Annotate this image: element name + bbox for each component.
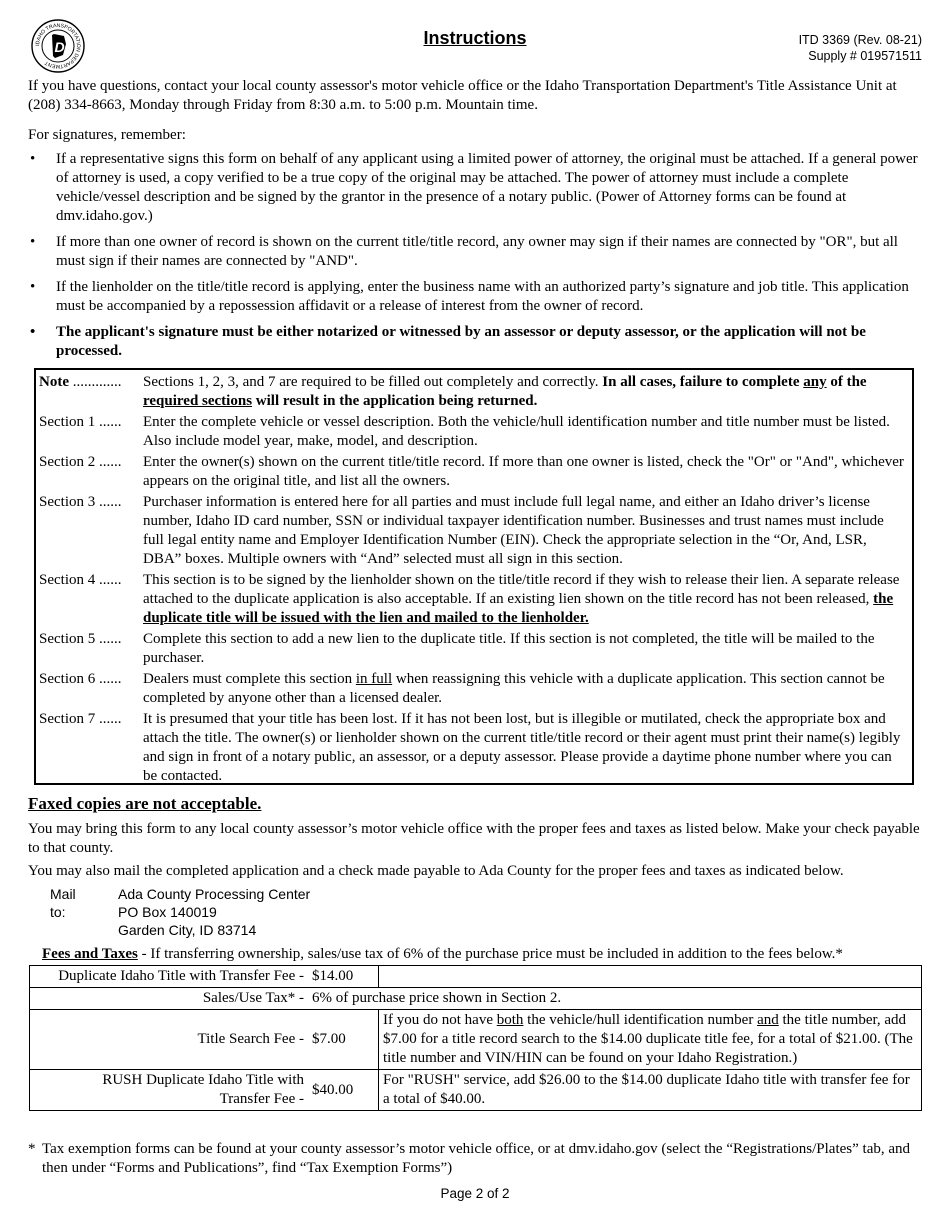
list-item-bold: • The applicant's signature must be either notarized or witnessed by an assessor or deputy assessor, or the application will not be processed. (30, 324, 866, 359)
address-line: Ada County Processing Center (118, 886, 311, 902)
address-line: Garden City, ID 83714 (118, 922, 257, 938)
section-row: Section 7 ...... It is presumed that your title has been lost. If it has not been lost, but is illegible or mutilated, check the appropriate box and attach the title. The owner(s) or lienholder shown on the current title/title record or their agent must print their name(s) legibly and sign in front of a notary public, an assessor, or a deputy assessor. Please provide a daytime phone number where you can be contacted. (39, 711, 901, 784)
section-row: Section 2 ...... Enter the owner(s) shown on the current title/title record. If more than one owner is listed, check the "Or" or "And", whichever appears on the original title, and list all the owners. (39, 454, 904, 489)
list-item: • If more than one owner of record is shown on the current title/title record, any owner may sign if their names are connected by "OR", but all must sign if their names are connected by "AND". (30, 234, 898, 269)
supply-number: Supply # 019571511 (808, 49, 922, 63)
bullet-icon: • (30, 324, 36, 340)
signatures-heading: For signatures, remember: (28, 127, 186, 143)
mail-paragraph: You may also mail the completed application and a check made payable to Ada County for the proper fees and taxes as indicated below. (28, 863, 844, 879)
section-row: Section 6 ...... Dealers must complete this section in full when reassigning this vehicle with a duplicate application. This section cannot be completed by anyone other than a licensed dealer. (39, 671, 885, 706)
seal-text: IDAHO TRANSPORTATION DEPARTMENT (34, 22, 82, 70)
list-item: • If the lienholder on the title/title record is applying, enter the business name with an authorized party’s signature and job title. This application must be accompanied by a repossession affidavit or a release of interest from the owner of record. (30, 279, 909, 314)
mail-to-label: Mail to: (50, 886, 76, 920)
table-row: Title Search Fee - $7.00 If you do not have both the vehicle/hull identification number and the title number, add $7.00 for a title record search to the $14.00 duplicate title fee, for a total of $21.00. (The title number and VIN/HIN can be found on your Idaho Registration.) (30, 1010, 922, 1070)
sections-box (34, 368, 914, 785)
page-title: Instructions (423, 28, 527, 48)
section-row: Section 1 ...... Enter the complete vehicle or vessel description. Both the vehicle/hull identification number and title number must be listed. Also include model year, make, model, and description. (39, 414, 890, 449)
section-row: Section 5 ...... Complete this section to add a new lien to the duplicate title. If this section is not completed, the title will be mailed to the purchaser. (39, 631, 875, 666)
form-number: ITD 3369 (Rev. 08-21) (798, 33, 922, 47)
note-row: Note ............. Sections 1, 2, 3, and 7 are required to be filled out completely and correctly. In all cases, failure to complete any of the required sections will result in the application being returned. (39, 374, 867, 409)
svg-text:D: D (54, 39, 65, 55)
fees-heading: Fees and Taxes - If transferring ownership, sales/use tax of 6% of the purchase price must be included in addition to the fees below.* (42, 946, 843, 962)
form-identifier (799, 32, 922, 64)
tax-exemption-note: * Tax exemption forms can be found at your county assessor’s motor vehicle office, or at dmv.idaho.gov (select the “Registrations/Plates” tab, and then under “Forms and Publications”, find “Tax Exemption Forms”) (28, 1141, 911, 1176)
fees-table (29, 965, 922, 1111)
section-row: Section 3 ...... Purchaser information is entered here for all parties and must include full legal name, and either an Idaho driver’s license number, Idaho ID card number, SSN or individual taxpayer identification number. Businesses and trust names must include full legal entity name and Employer Identification Number (EIN). Check the appropriate selection in the “Or, And, LSR, DBA” boxes. Multiple owners with “And” selected must all sign in this section. (39, 494, 884, 567)
table-row: Duplicate Idaho Title with Transfer Fee - $14.00 (30, 966, 922, 988)
bring-paragraph: You may bring this form to any local county assessor’s motor vehicle office with the proper fees and taxes as listed below. Make your check payable to that county. (28, 821, 920, 856)
bullet-icon: • (30, 279, 36, 295)
table-row: RUSH Duplicate Idaho Title with Transfer Fee - $40.00 For "RUSH" service, add $26.00 to the $14.00 duplicate Idaho title with transfer fee for a total of $40.00. (30, 1070, 922, 1111)
address-line: PO Box 140019 (118, 904, 217, 920)
bullet-icon: • (30, 234, 36, 250)
table-row: Sales/Use Tax* - 6% of purchase price shown in Section 2. (30, 988, 922, 1010)
list-item: • If a representative signs this form on behalf of any applicant using a limited power of attorney, the original must be attached. If a general power of attorney is used, a copy verified to be a true copy of the original may be attached. The power of attorney must include a complete vehicle/vessel description and be signed by the grantor in the presence of a notary public. (Power of Attorney forms can be found at dmv.idaho.gov.) (30, 151, 918, 224)
bullet-icon: • (30, 151, 36, 167)
section-row: Section 4 ...... This section is to be signed by the lienholder shown on the title/title record if they wish to release their lien. A separate release attached to the duplicate application is also acceptable. If an existing lien shown on the title record has not been released, the duplicate title will be issued with the lien and mailed to the lienholder. (39, 572, 900, 626)
page-number: Page 2 of 2 (440, 1186, 510, 1201)
faxed-warning: Faxed copies are not acceptable. (28, 794, 262, 813)
signature-rules-list (28, 150, 922, 368)
intro-paragraph: If you have questions, contact your local county assessor's motor vehicle office or the Idaho Transportation Department's Title Assistance Unit at (208) 334-8663, Monday through Friday from 8:30 a.m. to 5:00 p.m. Mountain time. (28, 78, 897, 113)
